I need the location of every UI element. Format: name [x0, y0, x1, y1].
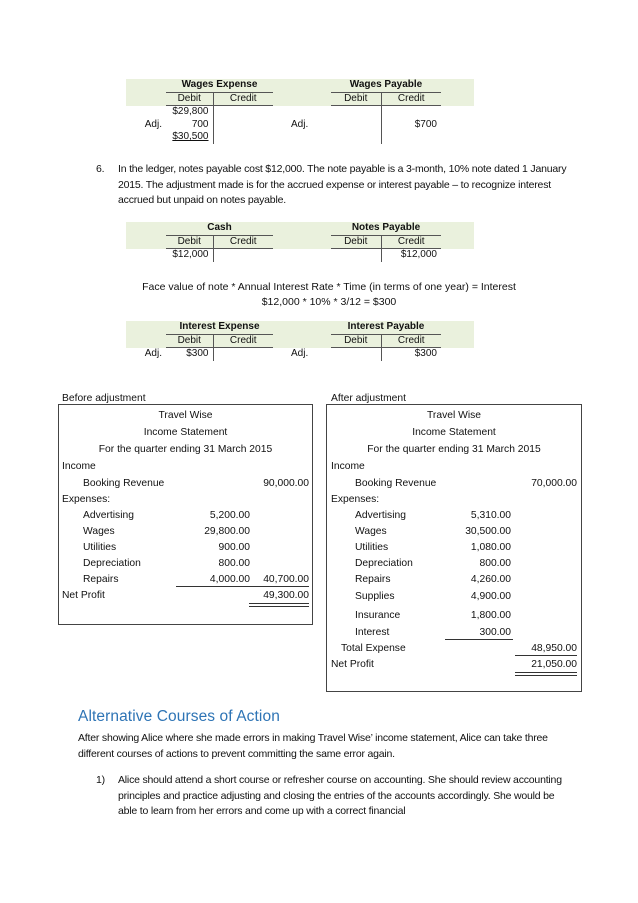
interest-t-accounts [126, 321, 474, 361]
debit-header: Debit [331, 235, 381, 249]
income-label: Income [331, 461, 365, 472]
expense-label: Wages [355, 526, 387, 537]
debit-header: Debit [166, 92, 213, 106]
expense-value: 5,310.00 [470, 510, 511, 521]
expense-label: Depreciation [83, 558, 141, 569]
expense-label: Repairs [355, 574, 391, 585]
notes-payable-title: Notes Payable [331, 222, 441, 235]
credit-header: Credit [381, 334, 441, 348]
expense-label: Insurance [355, 610, 401, 621]
interest-payable-value: $300 [381, 348, 441, 361]
expense-value: 300.00 [479, 627, 511, 638]
debit-header: Debit [331, 92, 381, 106]
expense-value: 29,800.00 [204, 526, 250, 537]
expense-value: 800.00 [218, 558, 250, 569]
wages-t-accounts [126, 79, 474, 144]
item-1-text: Alice should attend a short course or refresher course on accounting. She should review accounting principles and practice adjusting and closing the entries of the accounts accordingly. She would be able to learn from her errors and come up with a correct financial [118, 774, 562, 817]
wages-expense-adjustment: 700 [191, 118, 209, 130]
credit-header: Credit [213, 92, 273, 106]
expenses-label: Expenses: [331, 494, 380, 505]
interest-expense-value: $300 [186, 348, 209, 359]
interest-payable-title: Interest Payable [331, 321, 441, 334]
subtotal-rule [445, 639, 513, 640]
item-6-text: In the ledger, notes payable cost $12,000. The note payable is a 3-month, 10% note dated 1 January 2015. The adjustment made is for the accrued expense or interest payable – to recognize interest accrued but unpaid on notes payable. [118, 163, 567, 206]
adj-label: Adj. [144, 347, 162, 359]
total-expenses-value: 40,700.00 [263, 574, 309, 585]
wages-payable-title: Wages Payable [331, 79, 441, 92]
expense-value: 4,000.00 [209, 574, 250, 585]
interest-expense-title: Interest Expense [166, 321, 273, 334]
net-profit-label: Net Profit [62, 590, 105, 601]
expenses-label: Expenses: [62, 494, 111, 505]
income-label: Income [62, 461, 96, 472]
net-profit-double-rule [249, 603, 309, 607]
cash-notes-t-accounts [126, 222, 474, 262]
alternatives-intro: After showing Alice where she made errors in making Travel Wise’ income statement, Alice can take three different courses of actions to prevent committing the same error again. [78, 732, 548, 760]
expense-value: 900.00 [218, 542, 250, 553]
expense-value: 800.00 [479, 558, 511, 569]
expense-label: Advertising [355, 510, 406, 521]
item-1-number: 1) [96, 774, 105, 786]
interest-formula: Face value of note * Annual Interest Rate * Time (in terms of one year) = Interest [142, 281, 516, 293]
expense-label: Wages [83, 526, 115, 537]
after-income-statement [326, 404, 582, 692]
revenue-value: 90,000.00 [263, 478, 309, 489]
adj-label: Adj. [291, 118, 309, 130]
notes-payable-credit-value: $12,000 [381, 249, 441, 262]
expense-value: 4,260.00 [470, 574, 511, 585]
expense-label: Depreciation [355, 558, 413, 569]
expense-label: Utilities [83, 542, 117, 553]
net-profit-value: 49,300.00 [263, 590, 309, 601]
wages-expense-title: Wages Expense [166, 79, 273, 92]
expense-label: Interest [355, 627, 390, 638]
expense-label: Utilities [355, 542, 389, 553]
adj-label: Adj. [291, 347, 309, 359]
expense-label: Supplies [355, 591, 395, 602]
credit-header: Credit [381, 92, 441, 106]
wages-payable-adjustment: $700 [381, 119, 441, 132]
revenue-label: Booking Revenue [355, 478, 437, 489]
cash-debit-value: $12,000 [172, 249, 209, 260]
after-caption: After adjustment [331, 393, 406, 404]
expense-value: 30,500.00 [465, 526, 511, 537]
net-profit-double-rule [515, 672, 577, 676]
before-caption: Before adjustment [62, 393, 146, 404]
company-name: Travel Wise [427, 410, 481, 421]
expense-label: Advertising [83, 510, 134, 521]
net-profit-value: 21,050.00 [531, 659, 577, 670]
statement-period: For the quarter ending 31 March 2015 [98, 444, 273, 455]
expense-value: 1,080.00 [470, 542, 511, 553]
revenue-label: Booking Revenue [83, 478, 165, 489]
total-rule [515, 655, 577, 656]
adj-label: Adj. [144, 118, 162, 130]
expense-value: 5,200.00 [209, 510, 250, 521]
statement-period: For the quarter ending 31 March 2015 [367, 444, 541, 455]
total-expense-value: 48,950.00 [531, 643, 577, 654]
statement-title: Income Statement [143, 427, 228, 438]
expense-value: 1,800.00 [470, 610, 511, 621]
total-expense-label: Total Expense [341, 643, 406, 654]
statement-title: Income Statement [412, 427, 496, 438]
revenue-value: 70,000.00 [531, 478, 577, 489]
wages-expense-balance: $29,800 [172, 106, 209, 117]
expense-value: 4,900.00 [470, 591, 511, 602]
company-name: Travel Wise [158, 410, 213, 421]
cash-title: Cash [166, 222, 273, 235]
debit-header: Debit [166, 235, 213, 249]
credit-header: Credit [213, 235, 273, 249]
credit-header: Credit [213, 334, 273, 348]
wages-expense-total: $30,500 [172, 131, 209, 142]
credit-header: Credit [381, 235, 441, 249]
expense-label: Repairs [83, 574, 119, 585]
before-income-statement [58, 404, 313, 625]
debit-header: Debit [166, 334, 213, 348]
subtotal-rule [176, 586, 309, 587]
interest-calculation: $12,000 * 10% * 3/12 = $300 [261, 296, 397, 308]
section-title: Alternative Courses of Action [78, 708, 280, 725]
net-profit-label: Net Profit [331, 659, 374, 670]
item-6-number: 6. [96, 163, 105, 175]
debit-header: Debit [331, 334, 381, 348]
